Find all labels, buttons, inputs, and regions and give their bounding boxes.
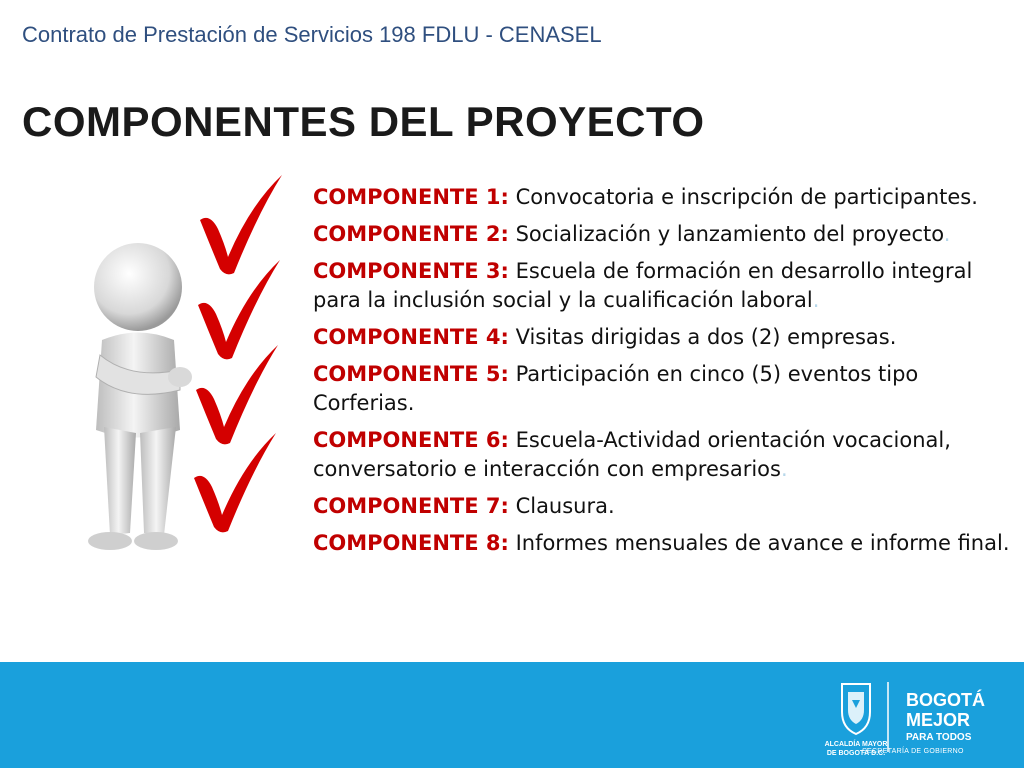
component-item-6: COMPONENTE 6: Escuela-Actividad orientación vocacional, conversatorio e interacción con empresarios. <box>313 428 951 481</box>
component-label: COMPONENTE 1: <box>313 185 509 209</box>
alcaldia-line2: DE BOGOTÁ D.C. <box>826 750 886 757</box>
header-subtitle: Contrato de Prestación de Servicios 198 FDLU - CENASEL <box>22 22 602 47</box>
component-text: Escuela-Actividad orientación vocacional, conversatorio e interacción con empresarios <box>313 428 951 481</box>
component-text: Clausura. <box>508 494 615 518</box>
check-mark-icon <box>194 433 276 532</box>
component-label: COMPONENTE 3: <box>313 259 509 283</box>
component-label: COMPONENTE 4: <box>313 325 509 349</box>
component-label: COMPONENTE 7: <box>313 494 509 518</box>
component-text: Socialización y lanzamiento del proyecto <box>508 222 944 246</box>
coat-of-arms-icon <box>842 684 870 734</box>
component-label: COMPONENTE 2: <box>313 222 509 246</box>
brand-line3: PARA TODOS <box>906 732 972 743</box>
component-text: Escuela de formación en desarrollo integral para la inclusión social y la cualificación laboral <box>313 259 973 312</box>
brand-line2: MEJOR <box>906 710 971 730</box>
component-label: COMPONENTE 8: <box>313 531 509 555</box>
component-item-5 <box>313 360 1013 418</box>
component-item-2: COMPONENTE 2: Socialización y lanzamiento del proyecto. <box>313 222 951 246</box>
component-text: Visitas dirigidas a dos (2) empresas. <box>508 325 897 349</box>
component-label: COMPONENTE 5: <box>313 362 509 386</box>
check-mark-icon <box>196 345 278 444</box>
slide-title: COMPONENTES DEL PROYECTO <box>22 98 705 145</box>
brand-line1: BOGOTÁ <box>906 690 985 710</box>
component-item-8 <box>313 529 1013 558</box>
component-label: COMPONENTE 6: <box>313 428 509 452</box>
check-mark-icon <box>198 260 280 359</box>
component-item-7 <box>313 492 1013 521</box>
component-item-4 <box>313 323 1013 352</box>
component-text: Participación en cinco (5) eventos tipo Corferias. <box>313 362 919 415</box>
check-marks-group <box>180 165 300 565</box>
secretaria-label: SECRETARÍA DE GOBIERNO <box>862 748 964 755</box>
check-mark-icon <box>200 175 282 274</box>
component-text: Informes mensuales de avance e informe final. <box>508 531 1010 555</box>
components-list <box>313 183 1013 566</box>
checklist-illustration <box>40 165 300 585</box>
component-item-3: COMPONENTE 3: Escuela de formación en desarrollo integral para la inclusión social y la cualificación laboral. <box>313 259 973 312</box>
component-text: Convocatoria e inscripción de participantes. <box>508 185 978 209</box>
component-item-1 <box>313 183 1013 212</box>
alcaldia-line1: ALCALDÍA MAYOR <box>824 741 888 748</box>
